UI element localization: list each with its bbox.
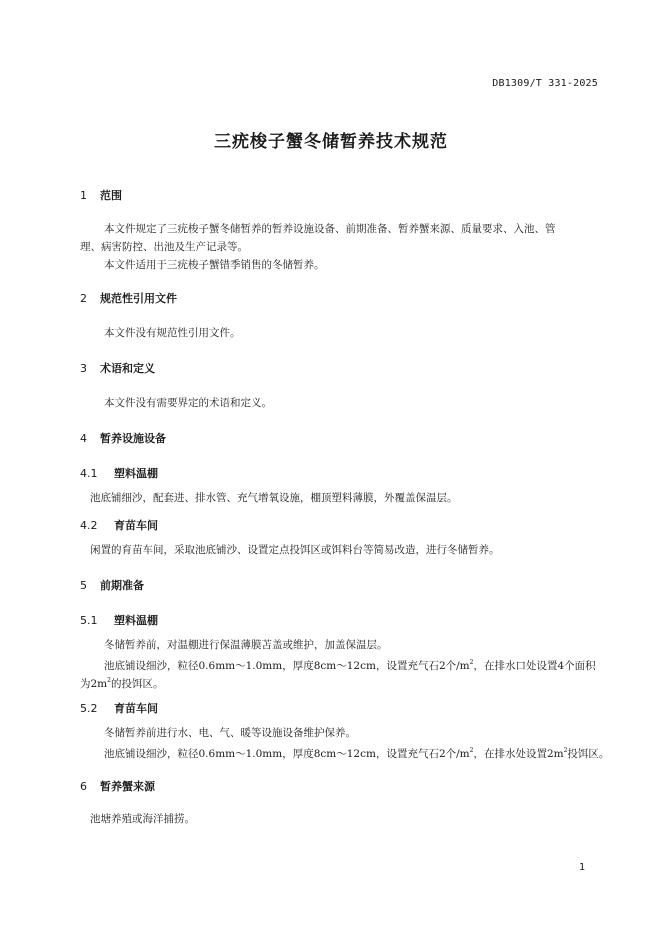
text-run: 池底铺设细沙，粒径0.6mm～1.0mm，厚度8cm～12cm，设置充气石2个/m bbox=[104, 748, 470, 760]
section-4-1-heading bbox=[80, 465, 158, 481]
section-1-paragraph-1-line-1: 本文件规定了三疣梭子蟹冬储暂养的暂养设施设备、前期准备、暂养蟹来源、质量要求、入池、管 bbox=[104, 223, 556, 235]
section-6-heading bbox=[80, 778, 155, 794]
text-run: 的投饵区。 bbox=[110, 678, 164, 690]
section-number: 4 bbox=[80, 432, 87, 445]
superscript: 2 bbox=[469, 747, 474, 754]
superscript: 2 bbox=[469, 659, 474, 666]
section-4-1-paragraph: 池底铺细沙，配套进、排水管、充气增氧设施，棚顶塑料薄膜，外覆盖保温层。 bbox=[90, 492, 458, 504]
section-number: 1 bbox=[80, 189, 87, 202]
text-run: 投饵区。 bbox=[567, 748, 610, 760]
text-run: 池底铺设细沙，粒径0.6mm～1.0mm，厚度8cm～12cm，设置充气石2个/m bbox=[104, 660, 470, 672]
section-title: 暂养设施设备 bbox=[100, 432, 166, 445]
section-title: 范围 bbox=[100, 189, 122, 202]
section-title: 育苗车间 bbox=[114, 519, 158, 532]
section-1-paragraph-1-line-2: 理、病害防控、出池及生产记录等。 bbox=[80, 241, 248, 253]
section-5-1-paragraph-2-line-1 bbox=[104, 654, 596, 675]
section-3-paragraph: 本文件没有需要界定的术语和定义。 bbox=[104, 397, 272, 409]
section-number: 5.1 bbox=[80, 614, 98, 627]
section-number: 5 bbox=[80, 579, 87, 592]
section-3-heading bbox=[80, 360, 155, 376]
text-run: ，在排水处设置2m bbox=[473, 748, 564, 760]
section-title: 前期准备 bbox=[100, 579, 144, 592]
section-5-1-paragraph-1: 冬储暂养前，对温棚进行保温薄膜苫盖或维护，加盖保温层。 bbox=[104, 639, 388, 651]
section-5-1-paragraph-2-line-2 bbox=[80, 672, 163, 693]
section-2-heading bbox=[80, 290, 177, 306]
superscript: 2 bbox=[107, 677, 111, 684]
section-6-paragraph: 池塘养殖或海洋捕捞。 bbox=[90, 813, 195, 825]
section-number: 3 bbox=[80, 362, 87, 375]
section-title: 术语和定义 bbox=[100, 362, 155, 375]
section-5-heading bbox=[80, 577, 144, 593]
document-title: 三疣梭子蟹冬储暂养技术规范 bbox=[214, 132, 448, 152]
section-title: 规范性引用文件 bbox=[100, 292, 177, 305]
document-code: DB1309/T 331-2025 bbox=[492, 78, 598, 89]
section-number: 2 bbox=[80, 292, 87, 305]
text-run: 为2m bbox=[80, 678, 108, 690]
section-1-paragraph-2: 本文件适用于三疣梭子蟹错季销售的冬储暂养。 bbox=[104, 259, 325, 271]
section-title: 育苗车间 bbox=[114, 702, 158, 715]
page-number: 1 bbox=[579, 862, 586, 873]
section-5-2-heading bbox=[80, 700, 158, 716]
section-number: 5.2 bbox=[80, 702, 98, 715]
section-title: 塑料温棚 bbox=[114, 614, 158, 627]
text-run: ，在排水口处设置4个面积 bbox=[473, 660, 596, 672]
section-5-2-paragraph-1: 冬储暂养前进行水、电、气、暖等设施设备维护保养。 bbox=[104, 727, 356, 739]
section-4-heading bbox=[80, 430, 166, 446]
section-title: 暂养蟹来源 bbox=[100, 780, 155, 793]
section-4-2-heading bbox=[80, 517, 158, 533]
section-4-2-paragraph: 闲置的育苗车间，采取池底铺沙、设置定点投饵区或饵料台等简易改造，进行冬储暂养。 bbox=[90, 544, 500, 556]
section-title: 塑料温棚 bbox=[114, 467, 158, 480]
superscript: 2 bbox=[563, 747, 568, 754]
section-5-1-heading bbox=[80, 612, 158, 628]
section-number: 4.2 bbox=[80, 519, 98, 532]
section-5-2-paragraph-2 bbox=[104, 742, 609, 763]
section-number: 6 bbox=[80, 780, 87, 793]
section-2-paragraph: 本文件没有规范性引用文件。 bbox=[104, 327, 241, 339]
section-1-heading bbox=[80, 187, 122, 203]
section-number: 4.1 bbox=[80, 467, 98, 480]
